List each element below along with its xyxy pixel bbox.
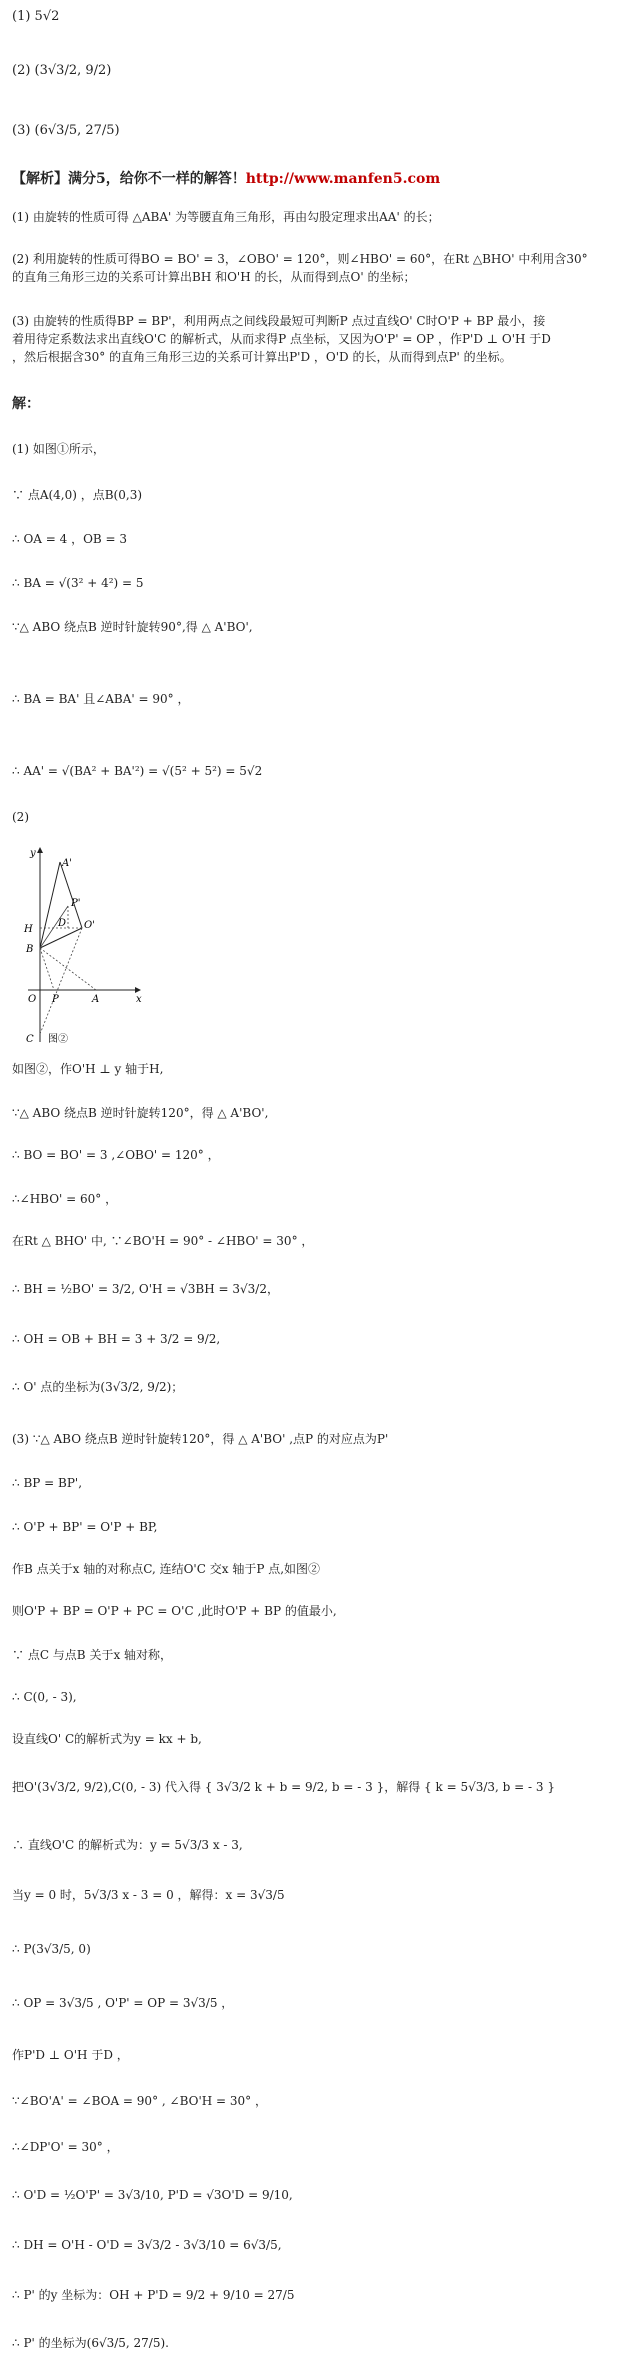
- step: ∴ BA = √(3² + 4²) = 5: [12, 576, 144, 590]
- analysis-label: 【解析】满分5，给你不一样的解答！: [12, 171, 246, 187]
- step: ∵△ ABO 绕点B 逆时针旋转90°,得 △ A'BO',: [12, 620, 253, 634]
- step: (1) 如图①所示，: [12, 442, 105, 456]
- step: ∵ 点C 与点B 关于x 轴对称，: [12, 1648, 173, 1662]
- step: ∵△ ABO 绕点B 逆时针旋转120°，得 △ A'BO',: [12, 1106, 269, 1120]
- solution-title: 解：: [12, 396, 40, 412]
- label-a: A: [92, 994, 100, 1005]
- step: ∴ O' 点的坐标为(3√3/2, 9/2)；: [12, 1380, 184, 1394]
- step: ∵ 点A(4,0) ，点B(0,3): [12, 488, 143, 502]
- label-p-prime: P': [71, 898, 81, 909]
- step: 如图②，作O'H ⊥ y 轴于H,: [12, 1062, 164, 1076]
- step: (2): [12, 810, 29, 824]
- step: ∴ OA = 4 ，OB = 3: [12, 532, 128, 546]
- step: ∴∠HBO' = 60° ，: [12, 1192, 118, 1206]
- step: ∴ O'D = ½O'P' = 3√3/10, P'D = √3O'D = 9/10,: [12, 2188, 293, 2202]
- analysis-p3c: ，然后根据含30° 的直角三角形三边的关系可计算出P'D ，O'D 的长，从而得到点P' 的坐标。: [12, 350, 512, 364]
- label-b: B: [26, 944, 34, 955]
- step: (3) ∵△ ABO 绕点B 逆时针旋转120°，得 △ A'BO' ,点P 的对应点为P': [12, 1432, 389, 1446]
- step: ∴ C(0, - 3),: [12, 1690, 77, 1704]
- label-x: x: [136, 994, 142, 1005]
- analysis-p3b: 着用待定系数法求出直线O'C 的解析式，从而求得P 点坐标，又因为O'P' = OP ，作P'D ⊥ O'H 于D: [12, 332, 551, 346]
- step: ∴ BA = BA' 且∠ABA' = 90° ，: [12, 692, 190, 706]
- step: ∴ P(3√3/5, 0): [12, 1942, 91, 1956]
- step: 作P'D ⊥ O'H 于D ，: [12, 2048, 129, 2062]
- segment-ba-prime: [40, 862, 60, 948]
- segment-bp: [40, 948, 54, 990]
- label-o: O: [28, 994, 37, 1005]
- step: ∴ BO = BO' = 3 ,∠OBO' = 120° ，: [12, 1148, 220, 1162]
- line-o-prime-c: [40, 928, 82, 1034]
- label-o-prime: O': [84, 920, 95, 931]
- step: ∴ BP = BP',: [12, 1476, 83, 1490]
- step: ∴ O'P + BP' = O'P + BP,: [12, 1520, 158, 1534]
- step: ∴ BH = ½BO' = 3/2, O'H = √3BH = 3√3/2，: [12, 1282, 279, 1296]
- step: 设直线O' C的解析式为y = kx + b,: [12, 1732, 202, 1746]
- figure-2: [18, 842, 148, 1047]
- step: 当y = 0 时，5√3/3 x - 3 = 0 ，解得：x = 3√3/5: [12, 1888, 285, 1902]
- answer-2: (2) (3√3/2, 9/2): [12, 63, 112, 78]
- step: ∴ OP = 3√3/5 , O'P' = OP = 3√3/5 ，: [12, 1996, 234, 2010]
- step: ∴ P' 的坐标为(6√3/5, 27/5).: [12, 2336, 169, 2350]
- analysis-p3a: (3) 由旋转的性质得BP = BP'，利用两点之间线段最短可判断P 点过直线O' C时O'P + BP 最小，接: [12, 314, 546, 328]
- answer-3: (3) (6√3/5, 27/5): [12, 123, 120, 138]
- step: 把O'(3√3/2, 9/2),C(0, - 3) 代入得 { 3√3/2 k + b = 9/2, b = - 3 }，解得 { k = 5√3/3, b = - 3 }: [12, 1780, 555, 1794]
- answer-1: (1) 5√2: [12, 9, 60, 24]
- label-a-prime: A': [62, 858, 72, 869]
- step: ∴ DH = O'H - O'D = 3√3/2 - 3√3/10 = 6√3/5,: [12, 2238, 282, 2252]
- figure-caption: 图②: [48, 1034, 68, 1045]
- step: ∴ 直线O'C 的解析式为：y = 5√3/3 x - 3,: [12, 1838, 243, 1852]
- label-p: P: [52, 994, 59, 1005]
- analysis-p1: (1) 由旋转的性质可得 △ABA' 为等腰直角三角形，再由勾股定理求出AA' 的长；: [12, 210, 440, 224]
- step: ∴ AA' = √(BA² + BA'²) = √(5² + 5²) = 5√2: [12, 764, 263, 778]
- label-c: C: [26, 1034, 34, 1045]
- step: ∵∠BO'A' = ∠BOA = 90° , ∠BO'H = 30° ，: [12, 2094, 267, 2108]
- step: ∴ OH = OB + BH = 3 + 3/2 = 9/2,: [12, 1332, 221, 1346]
- label-d: D: [58, 918, 67, 929]
- step: 则O'P + BP = O'P + PC = O'C ,此时O'P + BP 的值最小,: [12, 1604, 337, 1618]
- analysis-p2a: (2) 利用旋转的性质可得BO = BO' = 3，∠OBO' = 120°，则∠HBO' = 60°，在Rt △BHO' 中利用含30°: [12, 252, 588, 266]
- brand-link[interactable]: http://www.manfen5.com: [245, 171, 441, 187]
- analysis-p2b: 的直角三角形三边的关系可计算出BH 和O'H 的长，从而得到点O' 的坐标；: [12, 270, 416, 284]
- step: ∴∠DP'O' = 30° ，: [12, 2140, 119, 2154]
- label-y: y: [30, 848, 36, 859]
- analysis-header: [12, 170, 440, 188]
- segment-ba: [40, 948, 96, 990]
- label-h: H: [24, 924, 33, 935]
- step: ∴ P' 的y 坐标为：OH + P'D = 9/2 + 9/10 = 27/5: [12, 2288, 295, 2302]
- step: 作B 点关于x 轴的对称点C, 连结O'C 交x 轴于P 点,如图②: [12, 1562, 321, 1576]
- step: 在Rt △ BHO' 中, ∵∠BO'H = 90° - ∠HBO' = 30° ，: [12, 1234, 314, 1248]
